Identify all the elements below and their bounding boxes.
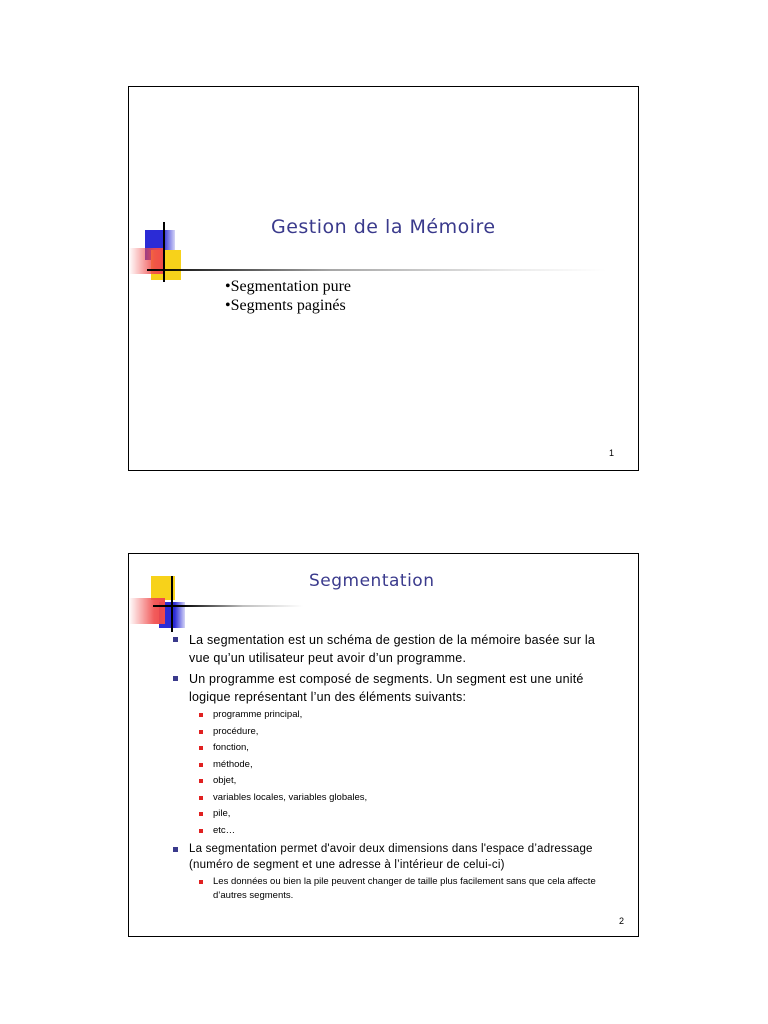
square-bullet-icon bbox=[173, 637, 178, 642]
square-bullet-icon bbox=[199, 812, 203, 816]
sub-bullet-item bbox=[173, 875, 603, 903]
square-bullet-icon bbox=[199, 730, 203, 734]
sub-bullet-item bbox=[173, 740, 603, 757]
sub-bullet-item bbox=[173, 790, 603, 807]
sub-bullet-item bbox=[173, 724, 603, 741]
square-bullet-icon bbox=[173, 676, 178, 681]
square-bullet-icon bbox=[199, 713, 203, 717]
sub-bullet-item bbox=[173, 823, 603, 840]
bullet-text: Un programme est composé de segments. Un segment est une unité logique représentant l’un des éléments suivants: bbox=[189, 672, 584, 704]
topic-list bbox=[225, 277, 351, 315]
sub-bullet-text: méthode, bbox=[213, 758, 253, 770]
vertical-line bbox=[163, 222, 165, 282]
sub-bullet-item bbox=[173, 806, 603, 823]
bullet-text: La segmentation est un schéma de gestion de la mémoire basée sur la vue qu’un utilisateur peut avoir d’un programme. bbox=[189, 633, 595, 665]
square-bullet-icon bbox=[199, 829, 203, 833]
square-bullet-icon bbox=[199, 746, 203, 750]
sub-bullet-text: objet, bbox=[213, 775, 237, 786]
sub-bullet-text: procédure, bbox=[213, 725, 259, 737]
sub-bullet-item bbox=[173, 757, 603, 774]
topic-item: •Segments paginés bbox=[225, 297, 346, 314]
sub-bullet-item bbox=[173, 707, 603, 724]
sub-bullet-text: fonction, bbox=[213, 742, 249, 753]
vertical-line bbox=[171, 576, 173, 632]
slide-title: Gestion de la Mémoire bbox=[271, 216, 496, 238]
sub-bullet-text: etc… bbox=[213, 824, 236, 836]
page-number: 1 bbox=[609, 448, 615, 458]
horizontal-rule bbox=[153, 605, 303, 607]
square-bullet-icon bbox=[199, 779, 203, 783]
sub-bullet-text: variables locales, variables globales, bbox=[213, 791, 368, 803]
slide-1 bbox=[128, 86, 639, 471]
bullet-text: La segmentation permet d'avoir deux dimensions dans l'espace d’adressage (numéro de segment et une adresse à l’intérieur de celui-ci) bbox=[189, 843, 593, 871]
slide-title: Segmentation bbox=[309, 571, 435, 591]
bullet-item bbox=[173, 631, 603, 667]
bullet-item bbox=[173, 841, 603, 873]
sub-bullet-item bbox=[173, 773, 603, 790]
red-square bbox=[129, 598, 165, 624]
slide-2 bbox=[128, 553, 639, 937]
bullet-list bbox=[173, 631, 603, 903]
topic-item: •Segmentation pure bbox=[225, 278, 352, 295]
page-number: 2 bbox=[619, 916, 625, 926]
sub-bullet-text: Les données ou bien la pile peuvent changer de taille plus facilement sans que cela affecte d’autres segments. bbox=[213, 876, 596, 901]
bullet-item bbox=[173, 670, 603, 706]
sub-bullet-text: programme principal, bbox=[213, 709, 303, 720]
sub-bullet-text: pile, bbox=[213, 808, 231, 819]
horizontal-rule bbox=[147, 269, 607, 271]
square-bullet-icon bbox=[199, 763, 203, 767]
square-bullet-icon bbox=[199, 796, 203, 800]
square-bullet-icon bbox=[173, 847, 178, 852]
square-bullet-icon bbox=[199, 880, 203, 884]
